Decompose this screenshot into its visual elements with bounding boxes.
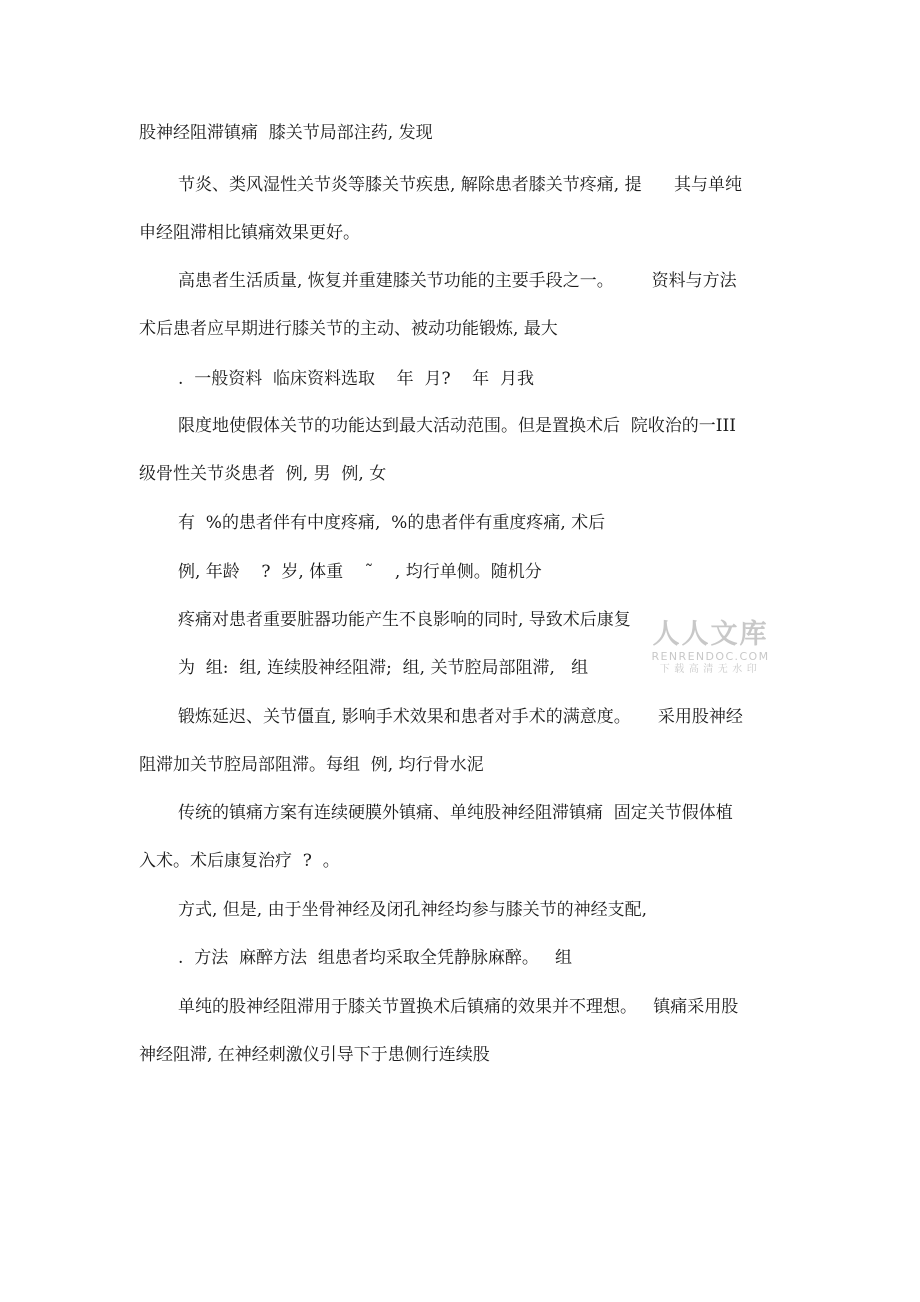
text-line: 疼痛对患者重要脏器功能产生不良影响的同时, 导致术后康复 [178, 610, 631, 630]
text-line: 级骨性关节炎患者 例, 男 例, 女 [139, 464, 387, 484]
text-line: 阻滞加关节腔局部阻滞。每组 例, 均行骨水泥 [139, 755, 484, 775]
watermark-logo [648, 620, 773, 676]
text-line: 单纯的股神经阻滞用于膝关节置换术后镇痛的效果并不理想。 镇痛采用股 [178, 997, 739, 1017]
text-line: 锻炼延迟、关节僵直, 影响手术效果和患者对手术的满意度。 采用股神经 [178, 707, 743, 727]
text-line: 入术。术后康复治疗 ? 。 [139, 851, 340, 871]
text-line: 神经阻滞, 在神经刺激仪引导下于患侧行连续股 [139, 1045, 490, 1065]
text-line: 有 %的患者伴有中度疼痛, %的患者伴有重度疼痛, 术后 [178, 513, 606, 533]
text-line: 限度地使假体关节的功能达到最大活动范围。但是置换术后 院收治的一III [178, 416, 736, 436]
text-line: 为 组: 组, 连续股神经阻滞; 组, 关节腔局部阻滞, 组 [178, 658, 589, 678]
watermark-tagline: 下载高清无水印 [659, 664, 762, 675]
text-line: 例, 年龄 ? 岁, 体重 ˜ , 均行单侧。随机分 [178, 562, 542, 582]
text-line: 高患者生活质量, 恢复并重建膝关节功能的主要手段之一。 资料与方法 [178, 271, 737, 291]
watermark-title: 人人文库 [652, 619, 769, 650]
text-line: 术后患者应早期进行膝关节的主动、被动功能锻炼, 最大 [139, 319, 558, 339]
watermark-site: RENRENDOC.COM [651, 650, 770, 663]
text-line: 股神经阻滞镇痛 膝关节局部注药, 发现 [139, 123, 433, 143]
text-line: . 一般资料 临床资料选取 年 月? 年 月我 [178, 369, 534, 389]
text-line: 节炎、类风湿性关节炎等膝关节疾患, 解除患者膝关节疼痛, 提 其与单纯 [178, 175, 743, 195]
text-line: 申经阻滞相比镇痛效果更好。 [139, 223, 360, 243]
text-line: 传统的镇痛方案有连续硬膜外镇痛、单纯股神经阻滞镇痛 固定关节假体植 [178, 803, 733, 823]
text-line: 方式, 但是, 由于坐骨神经及闭孔神经均参与膝关节的神经支配, [178, 900, 648, 920]
text-line: . 方法 麻醉方法 组患者均采取全凭静脉麻醉。 组 [178, 948, 573, 968]
